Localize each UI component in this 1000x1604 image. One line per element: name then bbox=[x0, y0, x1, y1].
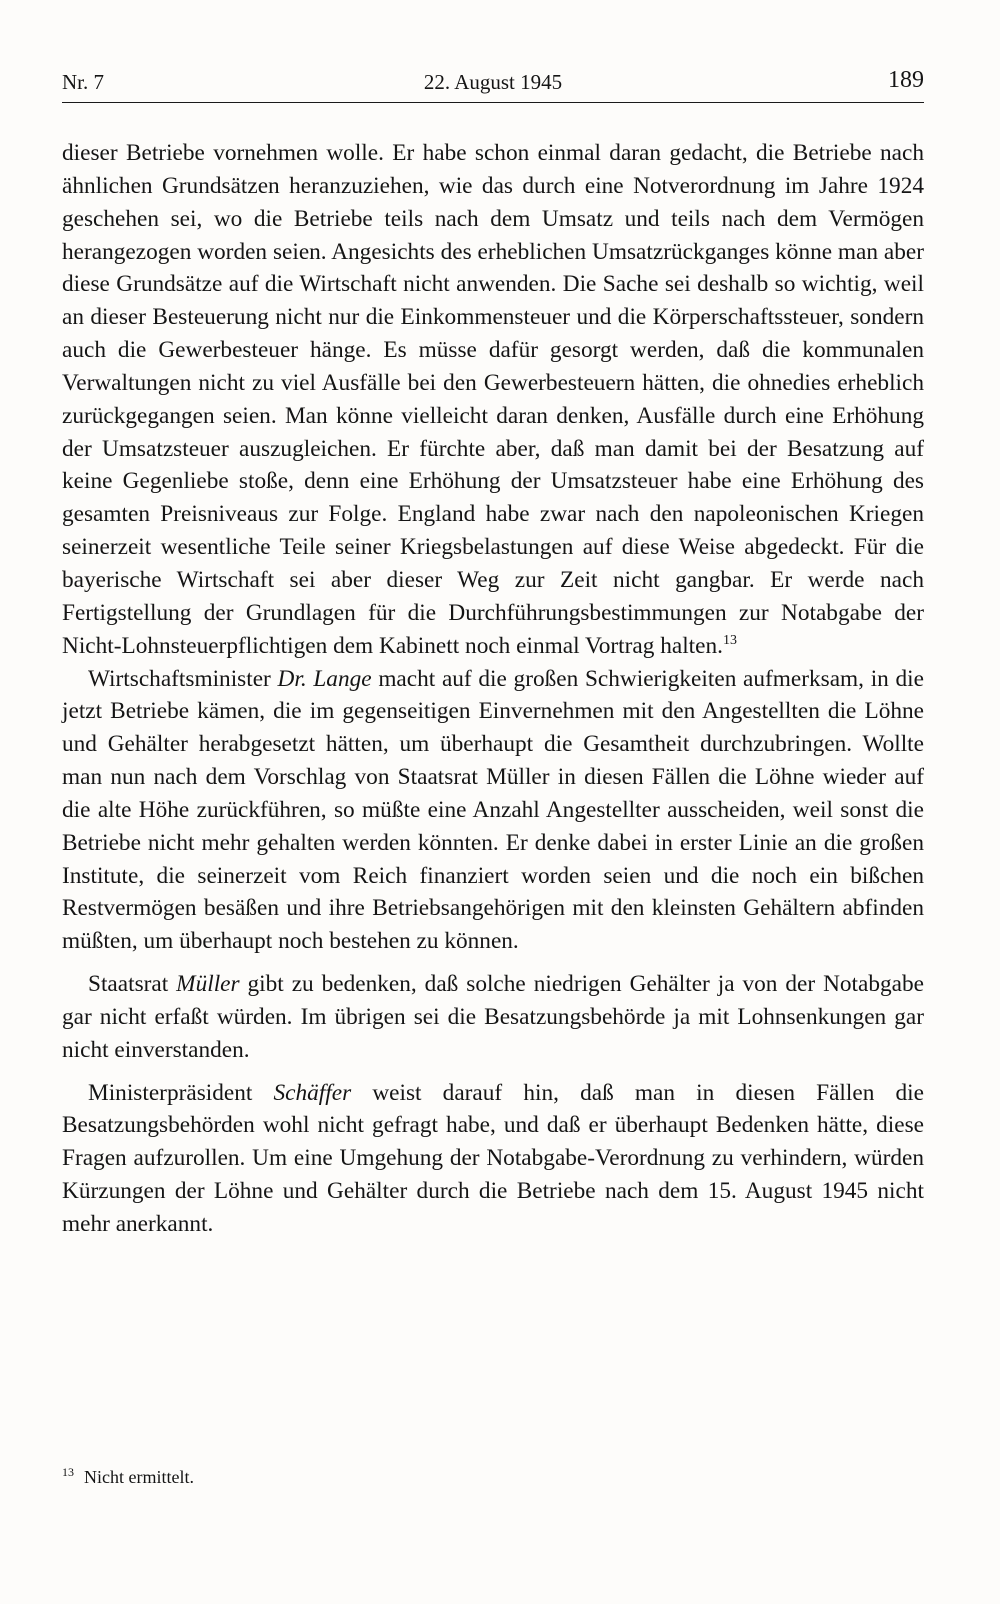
footnote-number: 13 bbox=[62, 1465, 74, 1479]
header-date: 22. August 1945 bbox=[423, 70, 563, 94]
body-text bbox=[62, 137, 924, 1241]
paragraph-4 bbox=[62, 1077, 924, 1241]
paragraph-3 bbox=[62, 968, 924, 1067]
speaker-title: Wirtschaftsminister bbox=[88, 665, 278, 692]
footnote-reference: 13 bbox=[722, 632, 737, 648]
speaker-title: Staatsrat bbox=[88, 971, 177, 998]
footnote-text: Nicht ermittelt. bbox=[84, 1467, 194, 1487]
footnote bbox=[62, 1466, 924, 1488]
paragraph-text: weist darauf hin, daß man in diesen Fällen die Besatzungsbehörden wohl nicht gefragt habe, und daß er überhaupt Bedenken hätte, diese Fragen aufzurollen. Um eine Umgehung der Notabgabe-Verordnung zu verhindern, würden Kürzungen der Löhne und Gehälter durch die Betriebe nach dem 15. August 1945 nicht mehr anerkannt. bbox=[62, 1079, 924, 1237]
speaker-name: Müller bbox=[176, 971, 240, 998]
paragraph-2 bbox=[62, 663, 924, 959]
paragraph-text: dieser Betriebe vornehmen wolle. Er habe schon einmal daran gedacht, die Betriebe nach ähnlichen Grundsätzen heranzuziehen, wie das durch eine Notverordnung im Jahre 1924 geschehen sei, wo die Betriebe teils nach dem Umsatz und teils nach dem Vermögen herangezogen worden seien. Angesichts des erheblichen Umsatzrückganges könne man aber diese Grundsätze auf die Wirtschaft nicht anwenden. Die Sache sei deshalb so wichtig, weil an dieser Besteuerung nicht nur die Einkommensteuer und die Körperschaftssteuer, sondern auch die Gewerbesteuer hänge. Es müsse dafür gesorgt werden, daß die kommunalen Verwaltungen nicht zu viel Ausfälle bei den Gewerbesteuern hätten, die ohnedies erheblich zurückgegangen seien. Man könne vielleicht daran denken, Ausfälle durch eine Erhöhung der Umsatzsteuer auszugleichen. Er fürchte aber, daß man damit bei der Besatzung auf keine Gegenliebe stoße, denn eine Erhöhung der Umsatzsteuer habe eine Erhöhung des gesamten Preisniveaus zur Folge. England habe zwar nach den napoleonischen Kriegen seinerzeit wesentliche Teile seiner Kriegsbelastungen auf diese Weise abgedeckt. Für die bayerische Wirtschaft sei aber dieser Weg zur Zeit nicht gangbar. Er werde nach Fertigstellung der Grundlagen für die Durchführungsbestimmungen zur Notabgabe der Nicht-Lohnsteuerpflichtigen dem Kabinett noch einmal Vortrag halten. bbox=[62, 140, 924, 659]
speaker-title: Ministerpräsident bbox=[88, 1079, 274, 1106]
paragraph-text: macht auf die großen Schwierigkeiten aufmerksam, in die jetzt Betriebe kämen, die im gegenseitigen Einvernehmen mit den Angestellten die Löhne und Gehälter herabgesetzt hätten, um überhaupt die Gesamtheit durchzubringen. Wollte man nun nach dem Vorschlag von Staatsrat Müller in diesen Fällen die Löhne wieder auf die alte Höhe zurückführen, so müßte eine Anzahl Angestellter ausscheiden, weil sonst die Betriebe nicht mehr gehalten werden könnten. Er denke dabei in erster Linie an die großen Institute, die seinerzeit vom Reich finanziert worden seien und die noch ein bißchen Restvermögen besäßen und ihre Betriebsangehörigen mit den kleinsten Gehältern abfinden müßten, um überhaupt noch bestehen zu können. bbox=[62, 665, 924, 955]
paragraph-1 bbox=[62, 137, 924, 663]
running-header bbox=[62, 66, 924, 103]
speaker-name: Schäffer bbox=[273, 1079, 352, 1106]
speaker-name: Dr. Lange bbox=[277, 665, 372, 692]
issue-number: Nr. 7 bbox=[62, 70, 104, 94]
paragraph-text: gibt zu bedenken, daß solche niedrigen Gehälter ja von der Notabgabe gar nicht erfaßt würden. Im übrigen sei die Besatzungsbehörde ja mit Lohnsenkungen gar nicht einverstanden. bbox=[62, 971, 924, 1063]
page-number: 189 bbox=[888, 67, 924, 93]
